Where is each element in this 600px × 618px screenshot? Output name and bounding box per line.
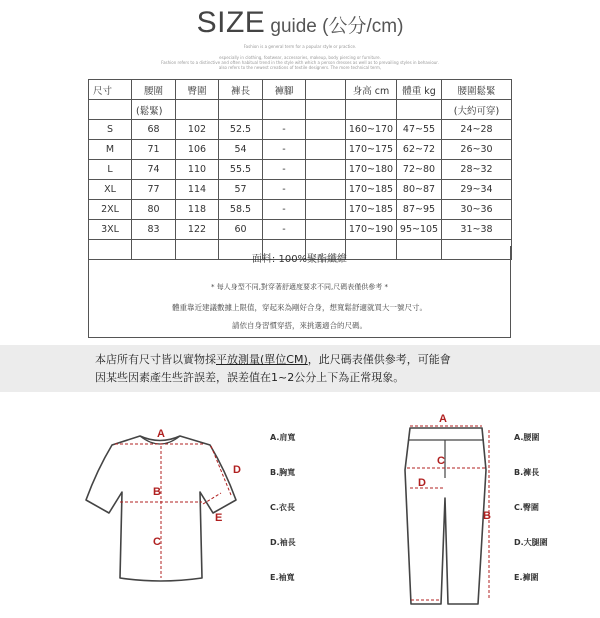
- table-cell: 110: [176, 160, 219, 180]
- table-cell: [176, 100, 219, 120]
- table-row: [89, 220, 512, 240]
- notice-line-2: 因某些因素產生些許誤差，誤差值在1~2公分上下為正常現象。: [95, 371, 405, 384]
- table-cell: [219, 100, 263, 120]
- garment-diagrams: [0, 400, 600, 618]
- table-cell: 62~72: [397, 140, 442, 160]
- table-row: [89, 120, 512, 140]
- table-cell: 3XL: [89, 220, 132, 240]
- pants-marker-c: C: [437, 455, 445, 467]
- shirt-legend-c: C.衣長: [270, 503, 295, 512]
- table-cell: [306, 180, 346, 200]
- table-cell: -: [263, 200, 306, 220]
- table-cell: [346, 100, 397, 120]
- table-cell: M: [89, 140, 132, 160]
- page-title: [0, 6, 600, 40]
- fine-print-3: Fashion refers to a distinctive and often habitual trend in the style with which a person dresses as well as to prevailing styles in behaviour.: [161, 60, 439, 65]
- shirt-marker-d: D: [233, 464, 241, 476]
- table-cell: [306, 100, 346, 120]
- table-cell: 83: [132, 220, 176, 240]
- table-cell: 80~87: [397, 180, 442, 200]
- table-cell: [306, 80, 346, 100]
- table-cell: 95~105: [397, 220, 442, 240]
- table-cell: 尺寸: [89, 80, 132, 100]
- table-cell: 74: [132, 160, 176, 180]
- table-cell: -: [263, 140, 306, 160]
- fine-print-1: Fashion is a general term for a popular style or practice.: [243, 44, 357, 49]
- table-row: [89, 200, 512, 220]
- note-line-2: 體重靠近建議數據上限值，穿起來為剛好合身，想寬鬆舒適就買大一號尺寸。: [172, 303, 427, 312]
- table-cell: 腰圍鬆緊: [442, 80, 512, 100]
- pants-legend-c: C.臀圍: [514, 503, 539, 512]
- table-cell: 122: [176, 220, 219, 240]
- shirt-marker-a: A: [157, 428, 165, 440]
- shirt-marker-c: C: [153, 536, 161, 548]
- fine-print-4: also refers to the newest creations of textile designers. The more technical term,: [218, 65, 382, 70]
- notice-underline: 平放測量(單位CM): [216, 353, 308, 366]
- table-cell: [306, 120, 346, 140]
- table-cell: 68: [132, 120, 176, 140]
- table-row: [89, 160, 512, 180]
- table-cell: 褲腳: [263, 80, 306, 100]
- table-cell: 170~185: [346, 200, 397, 220]
- table-cell: S: [89, 120, 132, 140]
- table-cell: 29~34: [442, 180, 512, 200]
- pants-marker-d: D: [418, 477, 426, 489]
- table-cell: 腰圍: [132, 80, 176, 100]
- table-cell: 170~180: [346, 160, 397, 180]
- pants-legend-d: D.大腿圍: [514, 538, 548, 547]
- table-cell: 24~28: [442, 120, 512, 140]
- notice-suffix: ，此尺碼表僅供參考，可能會: [307, 353, 451, 366]
- table-cell: 臀圍: [176, 80, 219, 100]
- pants-marker-a: A: [439, 413, 447, 425]
- table-cell: 58.5: [219, 200, 263, 220]
- table-cell: 31~38: [442, 220, 512, 240]
- table-row: [89, 180, 512, 200]
- table-cell: 55.5: [219, 160, 263, 180]
- fine-print-block: [0, 55, 600, 70]
- table-header-row: [89, 80, 512, 100]
- table-row: [89, 140, 512, 160]
- table-cell: 80: [132, 200, 176, 220]
- table-cell: 114: [176, 180, 219, 200]
- table-cell: [306, 200, 346, 220]
- table-cell: 87~95: [397, 200, 442, 220]
- table-cell: 47~55: [397, 120, 442, 140]
- table-cell: 60: [219, 220, 263, 240]
- table-cell: 57: [219, 180, 263, 200]
- table-subheader-row: [89, 100, 512, 120]
- table-cell: 72~80: [397, 160, 442, 180]
- shirt-legend-b: B.胸寬: [270, 468, 296, 477]
- table-cell: (大約可穿): [442, 100, 512, 120]
- table-cell: [263, 100, 306, 120]
- table-cell: 54: [219, 140, 263, 160]
- table-cell: [397, 100, 442, 120]
- fabric-text: 面料: 100%聚酯纖維: [251, 254, 348, 265]
- table-cell: 170~185: [346, 180, 397, 200]
- notice-prefix: 本店所有尺寸皆以實物採: [95, 353, 216, 366]
- pants-marker-b: B: [483, 510, 491, 522]
- pants-legend-a: A.腰圍: [514, 433, 540, 442]
- measure-notice: [0, 345, 600, 392]
- shirt-legend-e: E.袖寬: [270, 573, 295, 582]
- pants-legend-e: E.褲圍: [514, 573, 539, 582]
- table-cell: [306, 220, 346, 240]
- pants-legend-b: B.褲長: [514, 468, 540, 477]
- table-cell: 160~170: [346, 120, 397, 140]
- note-line-1: * 每人身型不同,對穿著舒適度要求不同,尺碼表僅供參考 *: [211, 283, 388, 291]
- table-cell: 170~175: [346, 140, 397, 160]
- size-table: [88, 79, 512, 260]
- title-guide: guide (公分/cm): [270, 16, 404, 37]
- shirt-marker-e: E: [215, 512, 223, 524]
- table-cell: XL: [89, 180, 132, 200]
- table-cell: 77: [132, 180, 176, 200]
- fine-print-2: especially in clothing, footwear, accessories, makeup, body piercing or furniture.: [219, 55, 381, 60]
- shirt-legend-d: D.袖長: [270, 538, 296, 547]
- table-cell: -: [263, 220, 306, 240]
- table-cell: [89, 100, 132, 120]
- table-cell: 71: [132, 140, 176, 160]
- table-cell: 102: [176, 120, 219, 140]
- table-cell: [306, 160, 346, 180]
- table-cell: -: [263, 120, 306, 140]
- tshirt-measure-lines: [115, 444, 231, 578]
- table-cell: -: [263, 160, 306, 180]
- table-cell: 106: [176, 140, 219, 160]
- table-cell: -: [263, 180, 306, 200]
- table-cell: 身高 cm: [346, 80, 397, 100]
- table-cell: 118: [176, 200, 219, 220]
- table-cell: 52.5: [219, 120, 263, 140]
- table-cell: 30~36: [442, 200, 512, 220]
- pants-measure-lines: [407, 426, 489, 600]
- table-cell: 體重 kg: [397, 80, 442, 100]
- notice-line-1: [95, 351, 451, 367]
- table-cell: 170~190: [346, 220, 397, 240]
- table-cell: 褲長: [219, 80, 263, 100]
- title-size: SIZE: [196, 6, 266, 39]
- shirt-marker-b: B: [153, 486, 161, 498]
- table-cell: [306, 140, 346, 160]
- table-cell: L: [89, 160, 132, 180]
- table-cell: 26~30: [442, 140, 512, 160]
- notes-box: [88, 246, 511, 338]
- pants-illustration: [405, 428, 486, 604]
- table-cell: 2XL: [89, 200, 132, 220]
- note-line-3: 請依自身習慣穿搭，來挑選適合的尺碼。: [232, 321, 367, 330]
- table-cell: 28~32: [442, 160, 512, 180]
- table-cell: (鬆緊): [132, 100, 176, 120]
- shirt-legend-a: A.肩寬: [270, 433, 296, 442]
